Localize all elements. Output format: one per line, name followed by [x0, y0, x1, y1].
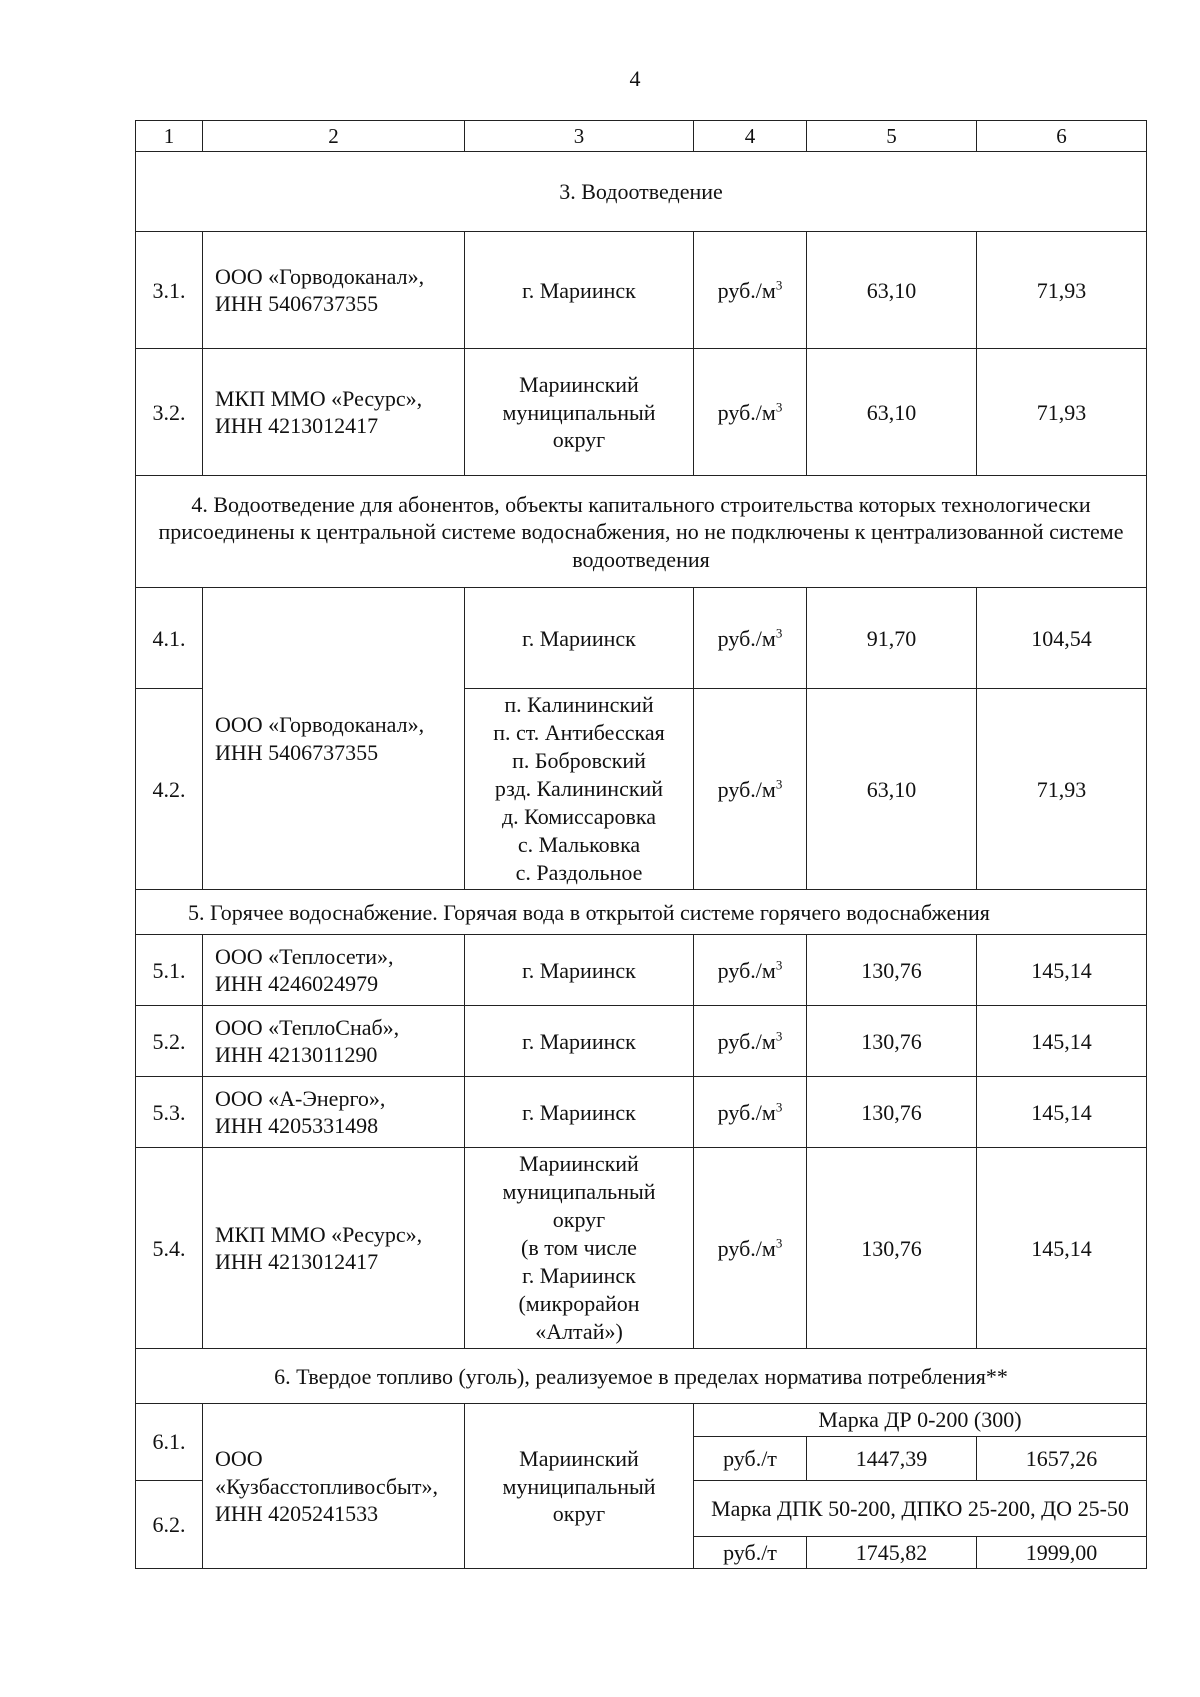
table-row: [136, 1148, 1147, 1349]
unit-cell: руб./т: [694, 1536, 807, 1569]
tariff-value-1: 130,76: [807, 1077, 977, 1148]
unit-cell: [694, 1148, 807, 1349]
territory-line: рзд. Калининский: [494, 776, 664, 802]
organization-name: ООО «ТеплоСнаб»,: [215, 1014, 400, 1040]
row-number: 5.2.: [136, 1006, 203, 1077]
column-number-row: [136, 121, 1147, 152]
column-number: 1: [136, 121, 203, 152]
organization-cell: [203, 232, 465, 349]
territory-line: с. Раздольное: [515, 860, 643, 886]
section-title: 6. Твердое топливо (уголь), реализуемое в пределах норматива потребления**: [136, 1349, 1147, 1404]
coal-brand: Марка ДПК 50-200, ДПКО 25-200, ДО 25-50: [694, 1480, 1147, 1536]
territory-line: п. Калининский: [504, 692, 654, 718]
tariff-value-2: 71,93: [977, 689, 1147, 890]
coal-brand: Марка ДР 0-200 (300): [694, 1404, 1147, 1437]
tariff-value-1: 63,10: [807, 349, 977, 476]
row-number: 3.2.: [136, 349, 203, 476]
tariff-value-2: 145,14: [977, 1006, 1147, 1077]
territory-line: муниципальный: [502, 1179, 656, 1205]
unit-superscript: 3: [775, 957, 783, 973]
tariff-value-2: 71,93: [977, 349, 1147, 476]
unit-cell: [694, 588, 807, 689]
unit-cell: [694, 349, 807, 476]
row-number: 4.2.: [136, 689, 203, 890]
unit-superscript: 3: [775, 399, 783, 415]
territory-line: г. Мариинск: [522, 957, 636, 983]
tariff-value-1: 1745,82: [807, 1536, 977, 1569]
row-number: 4.1.: [136, 588, 203, 689]
column-number: 2: [203, 121, 465, 152]
organization-cell: [203, 1077, 465, 1148]
tariff-value-2: 145,14: [977, 1148, 1147, 1349]
organization-name: ООО: [215, 1446, 263, 1471]
tariff-value-1: 63,10: [807, 232, 977, 349]
row-number: 6.1.: [136, 1404, 203, 1481]
tariff-value-2: 104,54: [977, 588, 1147, 689]
tariff-value-2: 145,14: [977, 935, 1147, 1006]
organization-inn: ИНН 4213012417: [215, 413, 379, 439]
territory-line: муниципальный: [502, 1473, 656, 1499]
territory-line: (в том числе: [521, 1235, 637, 1261]
territory-cell: г. Мариинск: [465, 232, 694, 349]
row-number: 5.3.: [136, 1077, 203, 1148]
territory-line: (микрорайон: [518, 1291, 640, 1317]
tariff-value-1: 1447,39: [807, 1436, 977, 1480]
territory-line: п. Бобровский: [512, 748, 646, 774]
organization-inn: ИНН 4205331498: [215, 1113, 379, 1139]
organization-cell: [203, 1006, 465, 1077]
unit-cell: [694, 935, 807, 1006]
organization-cell: [203, 349, 465, 476]
organization-name: «Кузбасстопливосбыт»,: [215, 1473, 438, 1499]
row-number: 5.1.: [136, 935, 203, 1006]
tariff-value-1: 130,76: [807, 1148, 977, 1349]
unit-label: руб./м: [717, 1099, 776, 1125]
territory-line: Мариинский: [519, 372, 639, 397]
table-row: [136, 1006, 1147, 1077]
unit-label: руб./м: [717, 957, 776, 983]
organization-name: ООО «А-Энерго»,: [215, 1085, 386, 1111]
tariff-value-1: 63,10: [807, 689, 977, 890]
unit-cell: [694, 232, 807, 349]
territory-line: Мариинский: [519, 1151, 639, 1177]
column-number: 6: [977, 121, 1147, 152]
territory-cell: [465, 1077, 694, 1148]
section-title: 5. Горячее водоснабжение. Горячая вода в открытой системе горячего водоснабжения: [136, 890, 1147, 935]
unit-label: руб./м: [717, 1028, 776, 1054]
tariff-value-2: 1657,26: [977, 1436, 1147, 1480]
territory-cell: [465, 1404, 694, 1569]
section-header: [136, 476, 1147, 588]
table-row: [136, 935, 1147, 1006]
organization-inn: ИНН 5406737355: [215, 739, 379, 765]
unit-superscript: 3: [775, 1099, 783, 1115]
unit-superscript: 3: [775, 776, 783, 792]
column-number: 3: [465, 121, 694, 152]
row-number: 6.2.: [136, 1480, 203, 1569]
territory-line: г. Мариинск: [522, 1099, 636, 1125]
tariff-value-2: 1999,00: [977, 1536, 1147, 1569]
organization-cell: [203, 588, 465, 890]
organization-inn: ИНН 4213012417: [215, 1249, 379, 1275]
territory-line: округ: [552, 427, 606, 452]
organization-name: ООО «Теплосети»,: [215, 943, 394, 969]
territory-line: г. Мариинск: [522, 1028, 636, 1054]
territory-line: г. Мариинск: [522, 1263, 636, 1289]
column-number: 4: [694, 121, 807, 152]
unit-cell: руб./т: [694, 1436, 807, 1480]
organization-inn: ИНН 4246024979: [215, 971, 379, 997]
organization-name: МКП ММО «Ресурс»,: [215, 385, 423, 411]
tariff-value-1: 91,70: [807, 588, 977, 689]
tariff-value-2: 71,93: [977, 232, 1147, 349]
table-row: [136, 588, 1147, 689]
territory-cell: [465, 935, 694, 1006]
territory-line: Мариинский: [519, 1446, 639, 1471]
territory-cell: [465, 588, 694, 689]
organization-inn: ИНН 4213011290: [215, 1042, 378, 1068]
section-title: 3. Водоотведение: [136, 152, 1147, 232]
unit-label: руб./м: [717, 277, 776, 303]
territory-line: муниципальный: [502, 399, 656, 425]
unit-superscript: 3: [775, 625, 783, 641]
unit-cell: [694, 1006, 807, 1077]
territory-cell: [465, 1006, 694, 1077]
territory-line: с. Мальковка: [517, 832, 641, 858]
territory-cell: [465, 689, 694, 890]
table-row: [136, 349, 1147, 476]
row-number: 5.4.: [136, 1148, 203, 1349]
territory-line: г. Мариинск: [522, 625, 636, 651]
unit-cell: [694, 1077, 807, 1148]
tariff-value-1: 130,76: [807, 935, 977, 1006]
table-row: [136, 1404, 1147, 1437]
territory-line: д. Комиссаровка: [501, 804, 657, 830]
organization-cell: [203, 1148, 465, 1349]
section-header: [136, 1349, 1147, 1404]
unit-label: руб./м: [717, 399, 776, 425]
organization-cell: [203, 1404, 465, 1569]
territory-line: п. ст. Антибесская: [493, 720, 665, 746]
section-header: [136, 152, 1147, 232]
unit-superscript: 3: [775, 1028, 783, 1044]
territory-cell: [465, 349, 694, 476]
column-number: 5: [807, 121, 977, 152]
section-header: [136, 890, 1147, 935]
organization-name: МКП ММО «Ресурс»,: [215, 1221, 423, 1247]
unit-superscript: 3: [775, 277, 783, 293]
table-row: [136, 1077, 1147, 1148]
unit-label: руб./м: [717, 625, 776, 651]
row-number: 3.1.: [136, 232, 203, 349]
tariff-value-2: 145,14: [977, 1077, 1147, 1148]
unit-label: руб./м: [717, 1235, 776, 1261]
organization-inn: ИНН 4205241533: [215, 1501, 379, 1526]
unit-superscript: 3: [775, 1235, 783, 1251]
unit-label: руб./м: [717, 776, 776, 802]
organization-name: ООО «Горводоканал»,: [215, 263, 425, 289]
organization-name: ООО «Горводоканал»,: [215, 712, 425, 738]
organization-cell: [203, 935, 465, 1006]
page-number: 4: [629, 66, 641, 91]
tariff-value-1: 130,76: [807, 1006, 977, 1077]
section-title: 4. Водоотведение для абонентов, объекты капитального строительства которых технологически присоединены к центральной системе водоснабжения, но не подключены к централизованной системе водоотведения: [136, 476, 1147, 588]
territory-cell: [465, 1148, 694, 1349]
territory-line: округ: [552, 1501, 606, 1526]
unit-cell: [694, 689, 807, 890]
tariff-table: [135, 120, 1147, 1569]
territory-line: «Алтай»): [535, 1319, 623, 1345]
territory-line: округ: [552, 1207, 606, 1233]
table-row: [136, 232, 1147, 349]
organization-inn: ИНН 5406737355: [215, 291, 379, 317]
